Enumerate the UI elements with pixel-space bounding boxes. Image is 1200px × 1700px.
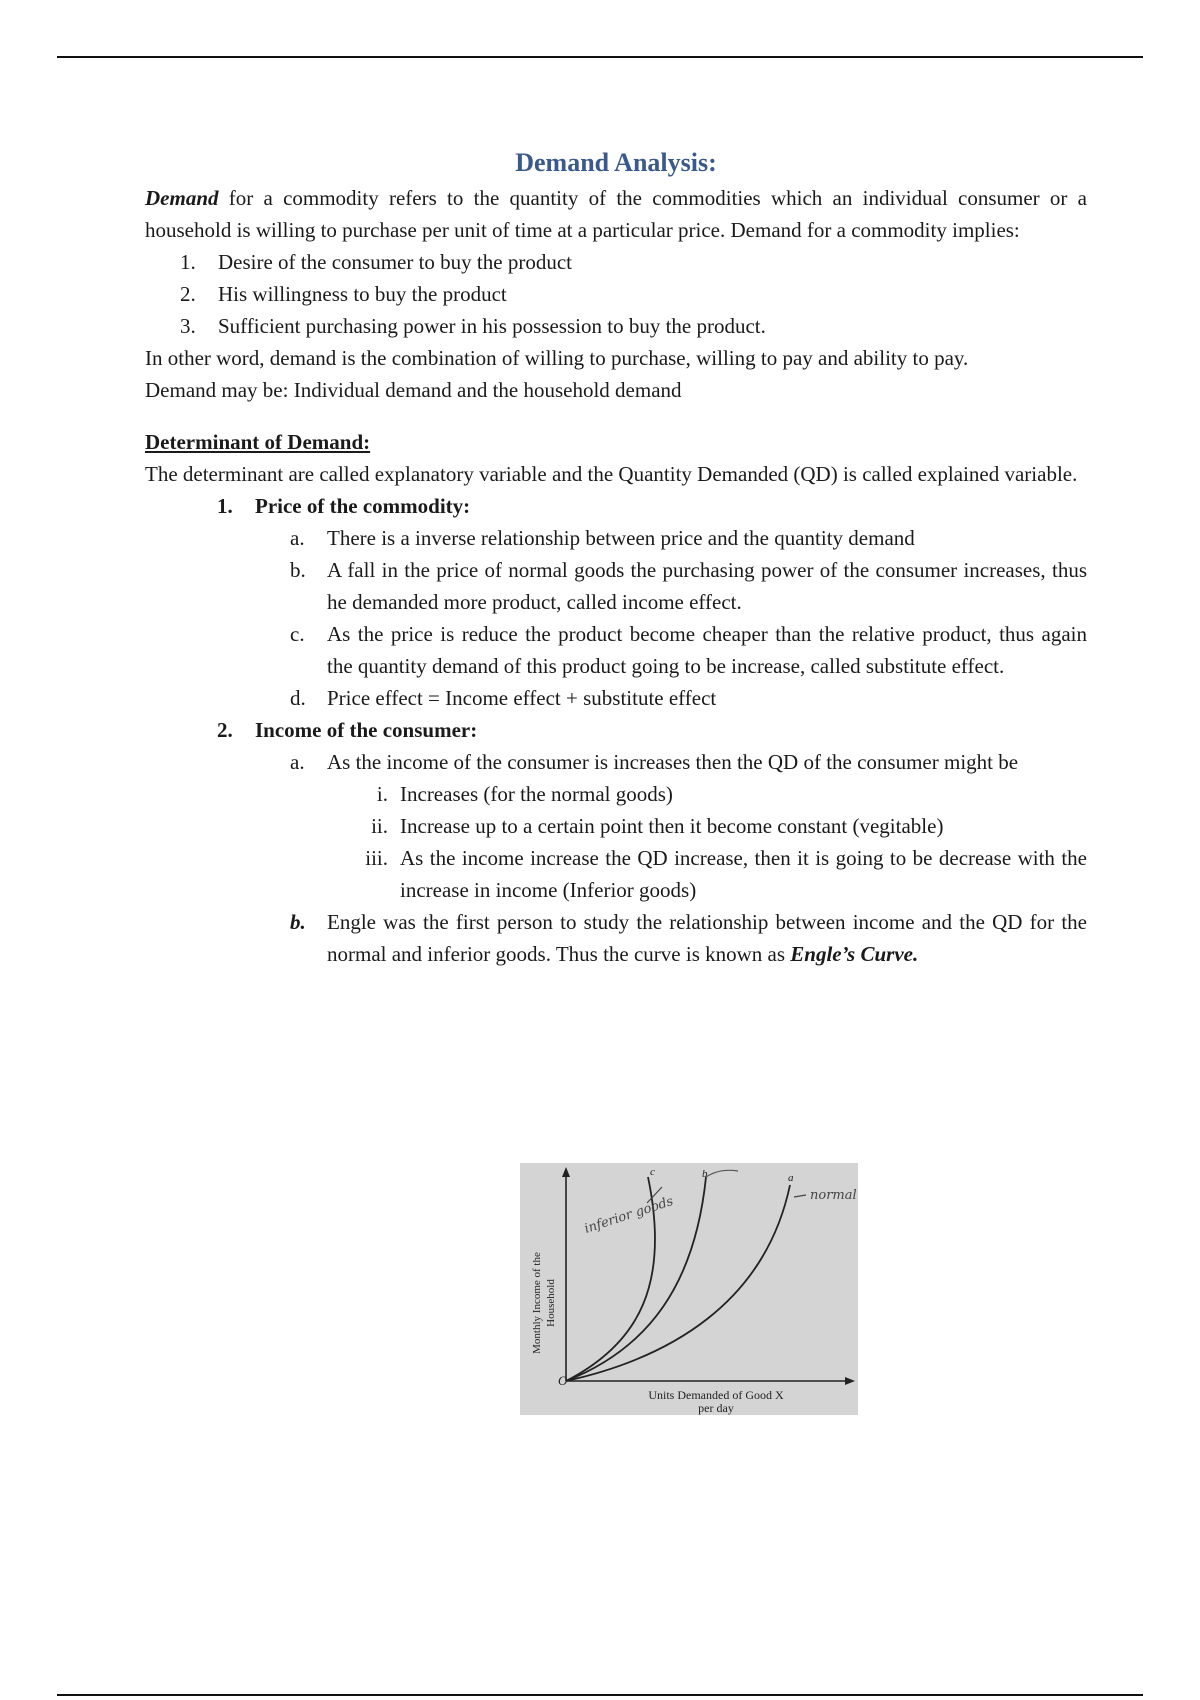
- engle-curve-figure: [520, 1163, 858, 1415]
- y-axis-label-line1: Monthly Income of the: [531, 1252, 543, 1354]
- demand-term: Demand: [145, 186, 219, 210]
- list-item: 1. Desire of the consumer to buy the product: [180, 250, 572, 274]
- engle-curve-term: Engle’s Curve.: [790, 942, 919, 966]
- document-body: [145, 148, 1087, 970]
- list-item: c. As the price is reduce the product become cheaper than the relative product, thus again the quantity demand of this product going to be increase, called substitute effect.: [290, 622, 1087, 678]
- determinant-heading: Determinant of Demand:: [145, 430, 371, 454]
- list-item: 2. His willingness to buy the product: [180, 282, 507, 306]
- engle-curve-diagram: [520, 1163, 858, 1415]
- list-item: a. As the income of the consumer is increases then the QD of the consumer might be: [290, 750, 1019, 774]
- footer-rule: [57, 1694, 1143, 1696]
- curve-label-b: b: [702, 1168, 708, 1180]
- intro-text: for a commodity refers to the quantity of the commodities which an individual consumer or a household is willing to purchase per unit of time at a particular price. Demand for a commodity implies:: [145, 186, 1087, 242]
- section-heading-price: 1. Price of the commodity:: [217, 494, 471, 518]
- list-item: d. Price effect = Income effect + substitute effect: [290, 686, 717, 710]
- note-normal: normal: [810, 1188, 857, 1203]
- header-rule: [57, 56, 1143, 58]
- list-item: iii. As the income increase the QD increase, then it is going to be decrease with the increase in income (Inferior goods): [365, 846, 1087, 902]
- note-inferior: inferior goods: [582, 1193, 676, 1237]
- x-axis-label-line2: per day: [698, 1401, 734, 1415]
- x-axis-label-line1: Units Demanded of Good X: [648, 1388, 784, 1402]
- curve-label-c: c: [650, 1166, 655, 1178]
- y-axis-label-line2: Household: [545, 1279, 557, 1327]
- determinant-paragraph: The determinant are called explanatory variable and the Quantity Demanded (QD) is called explained variable.: [145, 462, 1078, 486]
- list-item: 3. Sufficient purchasing power in his possession to buy the product.: [180, 314, 766, 338]
- page-title: Demand Analysis:: [515, 148, 717, 177]
- curve-label-a: a: [788, 1172, 794, 1184]
- list-item: b. Engle was the first person to study the relationship between income and the QD for the normal and inferior goods. Thus the curve is known as Engle’s Curve.: [290, 910, 1087, 966]
- other-word-paragraph: In other word, demand is the combination of willing to purchase, willing to pay and ability to pay.: [145, 346, 969, 370]
- list-item: b. A fall in the price of normal goods the purchasing power of the consumer increases, thus he demanded more product, called income effect.: [290, 558, 1087, 614]
- origin-label: O: [558, 1373, 568, 1388]
- list-item: i. Increases (for the normal goods): [376, 782, 673, 806]
- may-be-paragraph: Demand may be: Individual demand and the household demand: [145, 378, 682, 402]
- list-item: a. There is a inverse relationship between price and the quantity demand: [290, 526, 915, 550]
- intro-paragraph: [145, 182, 1087, 246]
- list-item: ii. Increase up to a certain point then it become constant (vegitable): [371, 814, 944, 838]
- section-heading-income: 2. Income of the consumer:: [217, 718, 478, 742]
